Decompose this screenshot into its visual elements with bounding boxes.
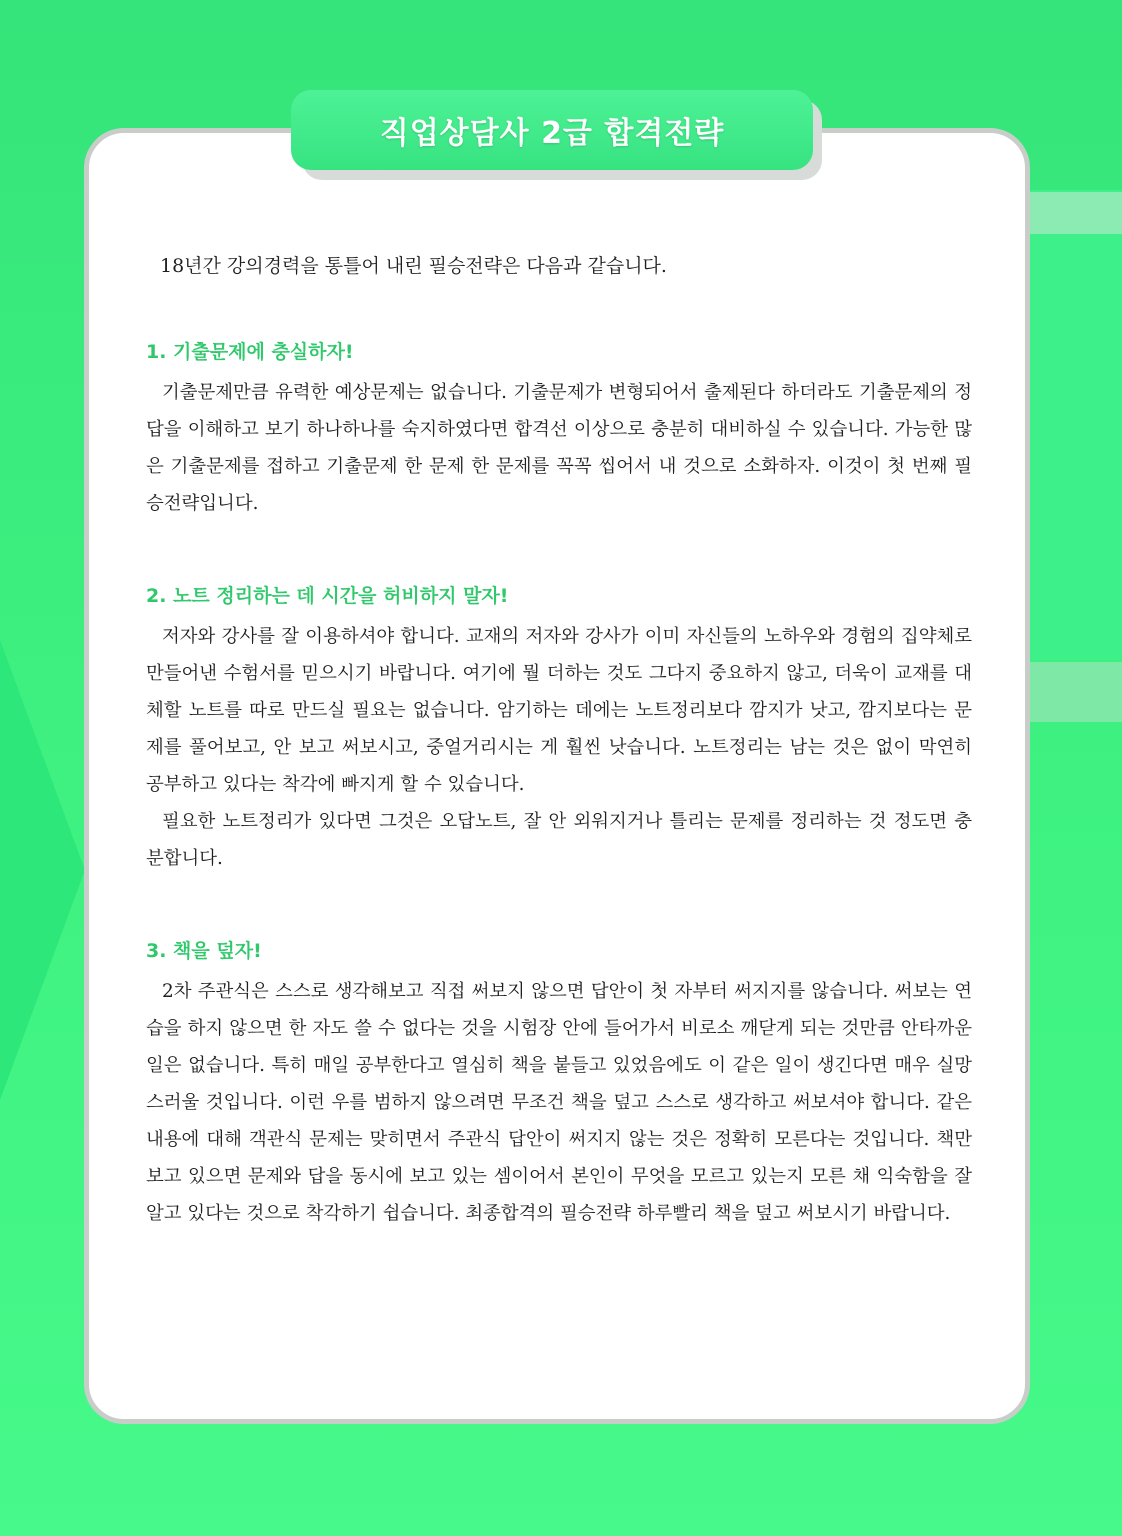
background-triangle-left	[0, 640, 85, 1100]
background-band-highlight	[1030, 192, 1122, 234]
section-paragraph: 기출문제만큼 유력한 예상문제는 없습니다. 기출문제가 변형되어서 출제된다 하더라도 기출문제의 정답을 이해하고 보기 하나하나를 숙지하였다면 합격선 이상으로 충분히 대비하실 수 있습니다. 가능한 많은 기출문제를 접하고 기출문제 한 문제 한 문제를 꼭꼭 씹어서 내 것으로 소화하자. 이것이 첫 번째 필승전략입니다.	[146, 382, 972, 514]
intro-text: 18년간 강의경력을 통틀어 내린 필승전략은 다음과 같습니다.	[160, 255, 667, 277]
section-paragraph: 필요한 노트정리가 있다면 그것은 오답노트, 잘 안 외워지거나 틀리는 문제를 정리하는 것 정도면 충분합니다.	[146, 811, 972, 869]
section-3	[146, 937, 972, 1232]
page-title: 직업상담사 2급 합격전략	[379, 116, 725, 151]
document-body	[146, 250, 972, 1232]
background-band-lower	[1030, 662, 1122, 722]
section-1	[146, 338, 972, 522]
section-paragraph: 저자와 강사를 잘 이용하셔야 합니다. 교재의 저자와 강사가 이미 자신들의 노하우와 경험의 집약체로 만들어낸 수험서를 믿으시기 바랍니다. 여기에 뭘 더하는 것도 그다지 중요하지 않고, 더욱이 교재를 대체할 노트를 따로 만드실 필요는 없습니다. 암기하는 데에는 노트정리보다 깜지가 낫고, 깜지보다는 문제를 풀어보고, 안 보고 써보시고, 중얼거리시는 게 훨씬 낫습니다. 노트정리는 남는 것은 없이 막연히 공부하고 있다는 착각에 빠지게 할 수 있습니다.	[146, 626, 972, 795]
section-heading: 3. 책을 덮자!	[146, 940, 262, 962]
title-tab	[291, 90, 813, 170]
section-heading: 2. 노트 정리하는 데 시간을 허비하지 말자!	[146, 585, 509, 607]
section-2	[146, 582, 972, 877]
section-heading: 1. 기출문제에 충실하자!	[146, 341, 354, 363]
section-paragraph: 2차 주관식은 스스로 생각해보고 직접 써보지 않으면 답안이 첫 자부터 써지지를 않습니다. 써보는 연습을 하지 않으면 한 자도 쓸 수 없다는 것을 시험장 안에 들어가서 비로소 깨닫게 되는 것만큼 안타까운 일은 없습니다. 특히 매일 공부한다고 열심히 책을 붙들고 있었음에도 이 같은 일이 생긴다면 매우 실망스러울 것입니다. 이런 우를 범하지 않으려면 무조건 책을 덮고 스스로 생각하고 써보셔야 합니다. 같은 내용에 대해 객관식 문제는 맞히면서 주관식 답안이 써지지 않는 것은 정확히 모른다는 것입니다. 책만 보고 있으면 문제와 답을 동시에 보고 있는 셈이어서 본인이 무엇을 모르고 있는지 모른 채 익숙함을 잘 알고 있다는 것으로 착각하기 쉽습니다. 최종합격의 필승전략 하루빨리 책을 덮고 써보시기 바랍니다.	[146, 981, 972, 1224]
